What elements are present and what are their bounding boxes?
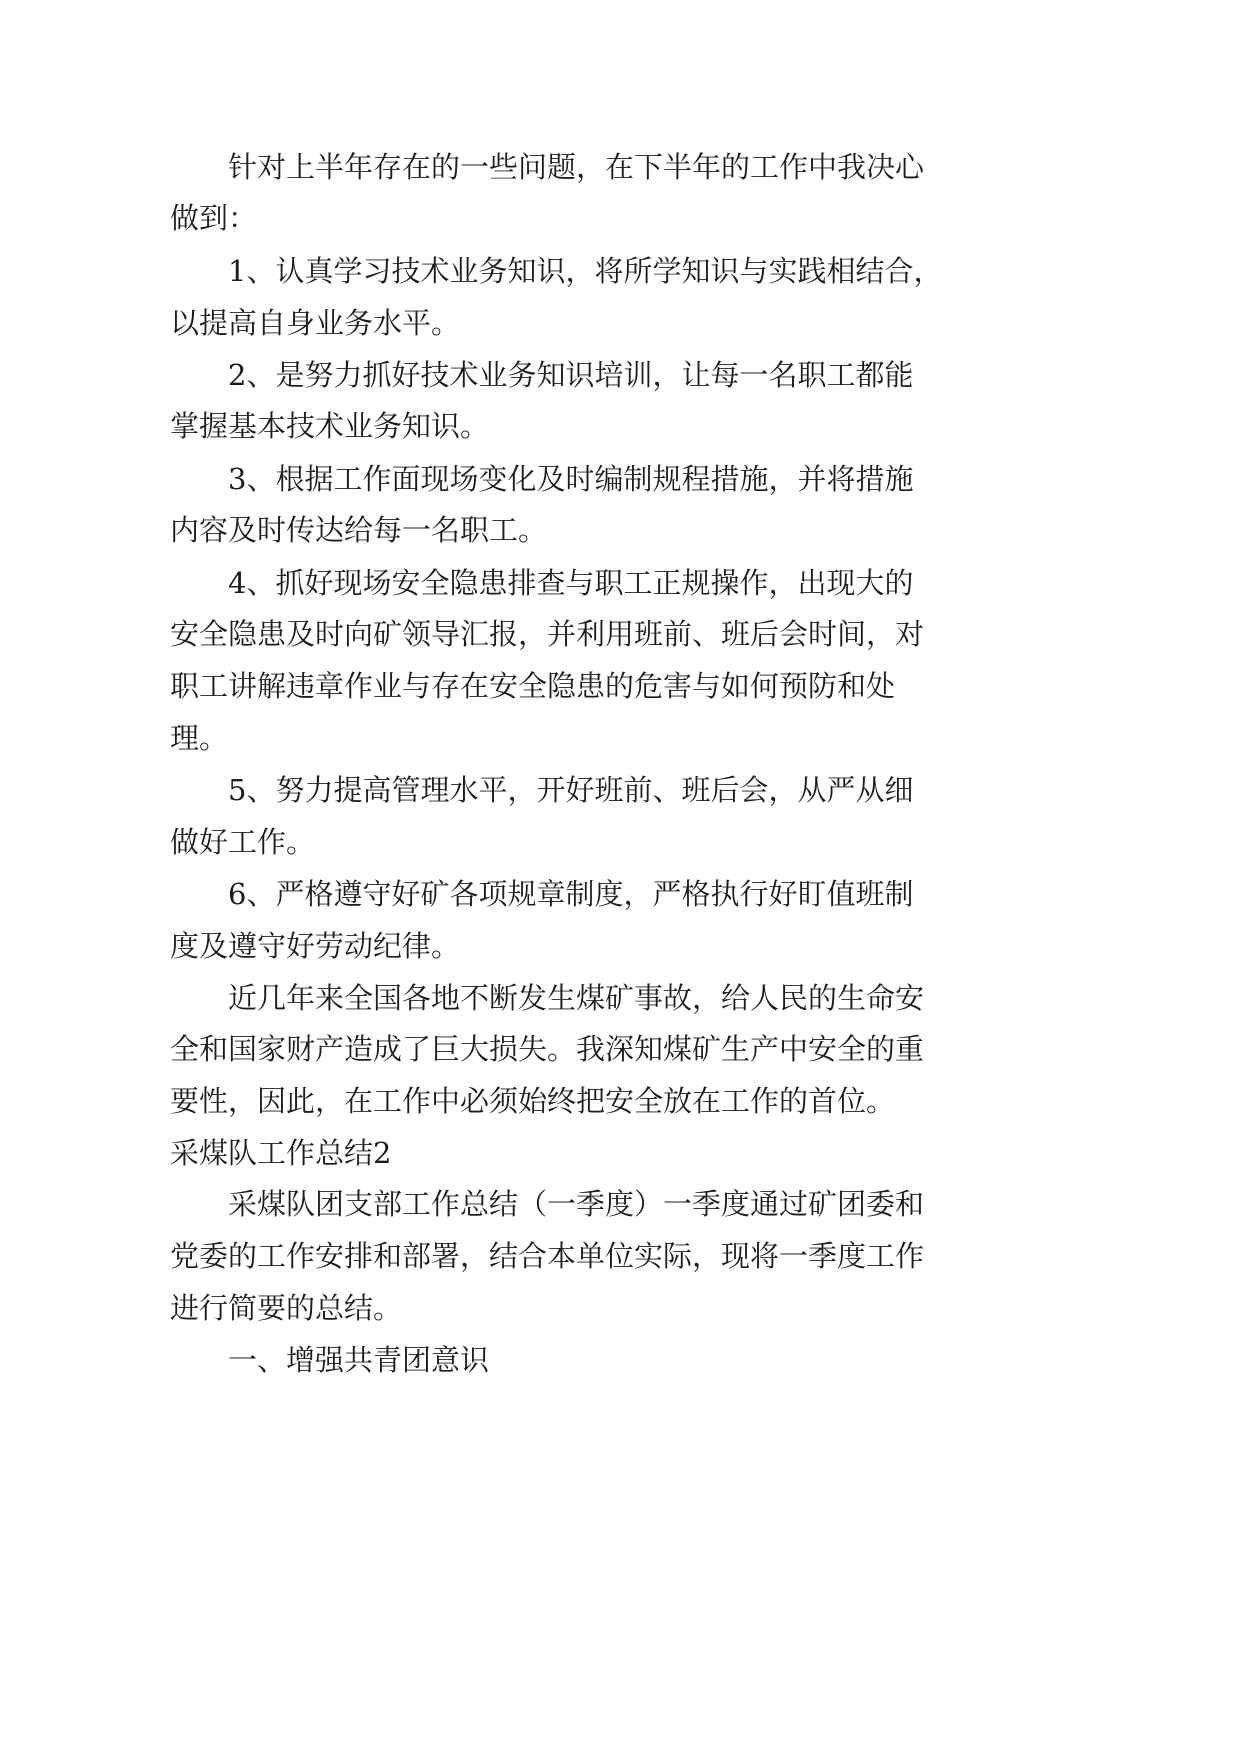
- para-0-line-0: 针对上半年存在的一些问题，在下半年的工作中我决心: [228, 150, 925, 184]
- para-7-line-1: 全和国家财产造成了巨大损失。我深知煤矿生产中安全的重: [170, 1032, 925, 1066]
- para-1-line-1: 以提高自身业务水平。: [170, 306, 461, 340]
- para-2-line-1: 掌握基本技术业务知识。: [170, 409, 490, 443]
- para-6-line-0: 6、严格遵守好矿各项规章制度，严格执行好盯值班制: [228, 877, 914, 911]
- para-9-line-0: 采煤队团支部工作总结（一季度）一季度通过矿团委和: [228, 1187, 925, 1221]
- para-4-line-3: 理。: [170, 721, 229, 755]
- para-10-line-0: 一、增强共青团意识: [228, 1343, 490, 1377]
- para-3-line-0: 3、根据工作面现场变化及时编制规程措施，并将措施: [228, 462, 914, 496]
- para-5-line-0: 5、努力提高管理水平，开好班前、班后会，从严从细: [228, 773, 914, 807]
- para-9-line-2: 进行简要的总结。: [170, 1291, 403, 1325]
- para-4-line-0: 4、抓好现场安全隐患排查与职工正规操作，出现大的: [228, 566, 914, 600]
- para-7-line-0: 近几年来全国各地不断发生煤矿事故，给人民的生命安: [228, 981, 925, 1015]
- para-1-line-0: 1、认真学习技术业务知识，将所学知识与实践相结合，: [228, 254, 943, 288]
- para-7-line-2: 要性，因此，在工作中必须始终把安全放在工作的首位。: [170, 1084, 896, 1118]
- para-4-line-2: 职工讲解违章作业与存在安全隐患的危害与如何预防和处: [170, 669, 896, 703]
- para-9-line-1: 党委的工作安排和部署，结合本单位实际，现将一季度工作: [170, 1239, 925, 1273]
- section-heading-2: 采煤队工作总结2: [170, 1136, 392, 1170]
- para-3-line-1: 内容及时传达给每一名职工。: [170, 513, 548, 547]
- para-2-line-0: 2、是努力抓好技术业务知识培训，让每一名职工都能: [228, 358, 914, 392]
- para-5-line-1: 做好工作。: [170, 825, 316, 859]
- para-4-line-1: 安全隐患及时向矿领导汇报，并利用班前、班后会时间，对: [170, 617, 925, 651]
- para-0-line-1: 做到：: [170, 201, 258, 235]
- para-6-line-1: 度及遵守好劳动纪律。: [170, 929, 461, 963]
